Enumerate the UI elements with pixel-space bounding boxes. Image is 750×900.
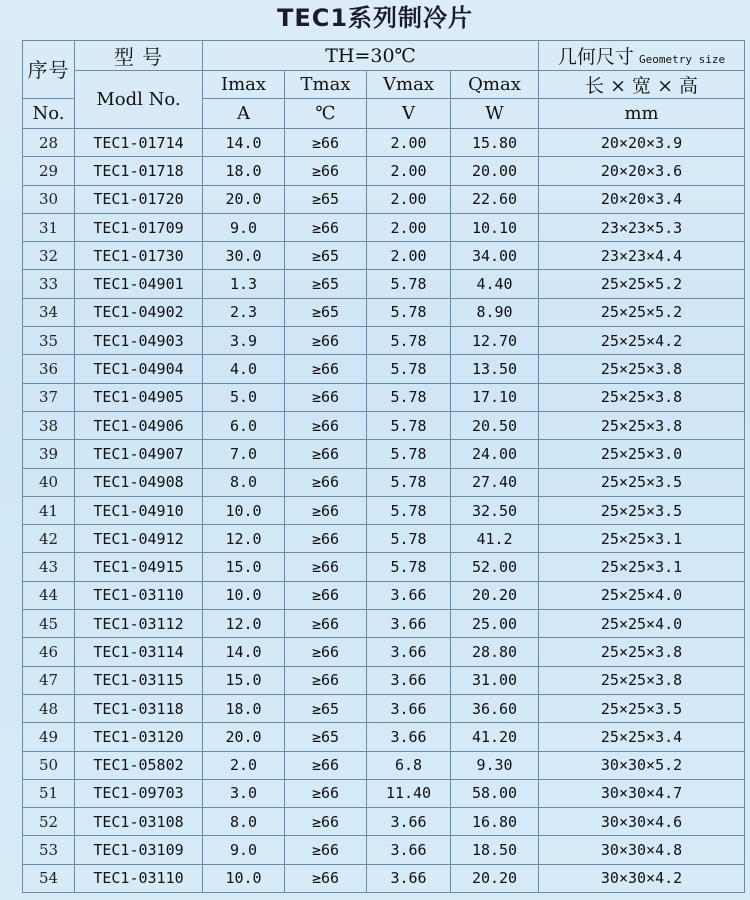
tmax-value: ≥66 (285, 525, 367, 553)
tmax-value: ≥66 (285, 157, 367, 185)
table-row (23, 270, 745, 298)
size-value: 25×25×5.2 (539, 270, 745, 298)
qmax-value: 58.00 (451, 779, 539, 807)
size-value: 25×25×3.8 (539, 666, 745, 694)
row-number: 51 (23, 779, 75, 807)
tmax-value: ≥66 (285, 751, 367, 779)
model-number: TEC1-03120 (75, 723, 203, 751)
size-value: 25×25×4.0 (539, 581, 745, 609)
qmax-value: 15.80 (451, 129, 539, 157)
vmax-value: 3.66 (367, 723, 451, 751)
model-number: TEC1-05802 (75, 751, 203, 779)
size-value: 23×23×4.4 (539, 242, 745, 270)
model-number: TEC1-04906 (75, 411, 203, 439)
qmax-value: 10.10 (451, 213, 539, 241)
table-row (23, 129, 745, 157)
size-value: 30×30×4.6 (539, 808, 745, 836)
tmax-value: ≥66 (285, 213, 367, 241)
imax-value: 10.0 (203, 496, 285, 524)
header-index-zh: 序号 (23, 41, 75, 99)
tmax-value: ≥65 (285, 185, 367, 213)
imax-value: 1.3 (203, 270, 285, 298)
size-value: 25×25×3.4 (539, 723, 745, 751)
table-row (23, 553, 745, 581)
header-geometry-en: Geometry size (639, 53, 726, 66)
tmax-value: ≥66 (285, 355, 367, 383)
model-number: TEC1-04901 (75, 270, 203, 298)
size-value: 30×30×4.2 (539, 864, 745, 892)
row-number: 48 (23, 694, 75, 722)
tmax-value: ≥66 (285, 553, 367, 581)
table-row (23, 666, 745, 694)
row-number: 54 (23, 864, 75, 892)
imax-value: 4.0 (203, 355, 285, 383)
model-number: TEC1-04902 (75, 298, 203, 326)
tmax-value: ≥66 (285, 638, 367, 666)
table-row (23, 779, 745, 807)
table-row (23, 610, 745, 638)
size-value: 25×25×3.8 (539, 355, 745, 383)
header-tmax-unit: ℃ (285, 99, 367, 129)
size-value: 25×25×3.5 (539, 694, 745, 722)
vmax-value: 5.78 (367, 440, 451, 468)
vmax-value: 11.40 (367, 779, 451, 807)
table-row (23, 581, 745, 609)
qmax-value: 28.80 (451, 638, 539, 666)
header-geometry-zh: 几何尺寸 (557, 46, 634, 68)
row-number: 45 (23, 610, 75, 638)
imax-value: 7.0 (203, 440, 285, 468)
vmax-value: 5.78 (367, 468, 451, 496)
header-dims-zh: 长 × 宽 × 高 (539, 71, 745, 99)
row-number: 39 (23, 440, 75, 468)
row-number: 49 (23, 723, 75, 751)
row-number: 53 (23, 836, 75, 864)
tmax-value: ≥66 (285, 864, 367, 892)
model-number: TEC1-09703 (75, 779, 203, 807)
model-number: TEC1-01730 (75, 242, 203, 270)
qmax-value: 20.50 (451, 411, 539, 439)
vmax-value: 5.78 (367, 525, 451, 553)
tmax-value: ≥66 (285, 836, 367, 864)
tmax-value: ≥66 (285, 440, 367, 468)
row-number: 29 (23, 157, 75, 185)
imax-value: 12.0 (203, 525, 285, 553)
row-number: 41 (23, 496, 75, 524)
size-value: 25×25×3.8 (539, 411, 745, 439)
model-number: TEC1-04910 (75, 496, 203, 524)
row-number: 28 (23, 129, 75, 157)
page-title: TEC1系列制冷片 (276, 4, 474, 32)
table-row (23, 751, 745, 779)
model-number: TEC1-03112 (75, 610, 203, 638)
size-value: 20×20×3.4 (539, 185, 745, 213)
model-number: TEC1-04915 (75, 553, 203, 581)
vmax-value: 2.00 (367, 242, 451, 270)
header-vmax-unit: V (367, 99, 451, 129)
row-number: 34 (23, 298, 75, 326)
size-value: 30×30×4.7 (539, 779, 745, 807)
row-number: 44 (23, 581, 75, 609)
header-imax: Imax (203, 71, 285, 99)
model-number: TEC1-04905 (75, 383, 203, 411)
size-value: 25×25×3.0 (539, 440, 745, 468)
tmax-value: ≥65 (285, 242, 367, 270)
imax-value: 3.9 (203, 327, 285, 355)
vmax-value: 3.66 (367, 808, 451, 836)
table-row (23, 723, 745, 751)
model-number: TEC1-03109 (75, 836, 203, 864)
tmax-value: ≥66 (285, 610, 367, 638)
header-vmax: Vmax (367, 71, 451, 99)
tmax-value: ≥66 (285, 468, 367, 496)
table-row (23, 298, 745, 326)
header-qmax-unit: W (451, 99, 539, 129)
header-model-en: Modl No. (75, 71, 203, 129)
size-value: 25×25×3.1 (539, 525, 745, 553)
qmax-value: 17.10 (451, 383, 539, 411)
row-number: 30 (23, 185, 75, 213)
row-number: 52 (23, 808, 75, 836)
header-dims-unit: mm (539, 99, 745, 129)
tmax-value: ≥66 (285, 666, 367, 694)
row-number: 38 (23, 411, 75, 439)
model-number: TEC1-04908 (75, 468, 203, 496)
imax-value: 10.0 (203, 864, 285, 892)
header-geometry (539, 41, 745, 71)
table-row (23, 355, 745, 383)
vmax-value: 5.78 (367, 270, 451, 298)
model-number: TEC1-04904 (75, 355, 203, 383)
row-number: 35 (23, 327, 75, 355)
imax-value: 15.0 (203, 666, 285, 694)
header-index-en: No. (23, 99, 75, 129)
qmax-value: 16.80 (451, 808, 539, 836)
qmax-value: 24.00 (451, 440, 539, 468)
row-number: 47 (23, 666, 75, 694)
vmax-value: 5.78 (367, 298, 451, 326)
table-row (23, 525, 745, 553)
size-value: 25×25×5.2 (539, 298, 745, 326)
vmax-value: 6.8 (367, 751, 451, 779)
imax-value: 2.3 (203, 298, 285, 326)
spec-table (22, 40, 745, 893)
qmax-value: 13.50 (451, 355, 539, 383)
size-value: 25×25×3.5 (539, 496, 745, 524)
qmax-value: 18.50 (451, 836, 539, 864)
imax-value: 9.0 (203, 836, 285, 864)
model-number: TEC1-03118 (75, 694, 203, 722)
qmax-value: 22.60 (451, 185, 539, 213)
vmax-value: 5.78 (367, 496, 451, 524)
header-qmax: Qmax (451, 71, 539, 99)
tmax-value: ≥66 (285, 779, 367, 807)
qmax-value: 31.00 (451, 666, 539, 694)
imax-value: 10.0 (203, 581, 285, 609)
qmax-value: 52.00 (451, 553, 539, 581)
model-number: TEC1-03110 (75, 581, 203, 609)
table-row (23, 213, 745, 241)
row-number: 33 (23, 270, 75, 298)
vmax-value: 2.00 (367, 185, 451, 213)
tmax-value: ≥66 (285, 411, 367, 439)
tmax-value: ≥65 (285, 298, 367, 326)
header-tmax: Tmax (285, 71, 367, 99)
table-header (23, 41, 745, 129)
size-value: 23×23×5.3 (539, 213, 745, 241)
size-value: 25×25×4.0 (539, 610, 745, 638)
tmax-value: ≥65 (285, 723, 367, 751)
qmax-value: 27.40 (451, 468, 539, 496)
vmax-value: 3.66 (367, 638, 451, 666)
size-value: 30×30×4.8 (539, 836, 745, 864)
imax-value: 14.0 (203, 129, 285, 157)
model-number: TEC1-01714 (75, 129, 203, 157)
imax-value: 5.0 (203, 383, 285, 411)
model-number: TEC1-03110 (75, 864, 203, 892)
table-row (23, 468, 745, 496)
vmax-value: 3.66 (367, 694, 451, 722)
row-number: 50 (23, 751, 75, 779)
imax-value: 20.0 (203, 185, 285, 213)
tmax-value: ≥66 (285, 581, 367, 609)
qmax-value: 12.70 (451, 327, 539, 355)
qmax-value: 4.40 (451, 270, 539, 298)
vmax-value: 5.78 (367, 327, 451, 355)
table-row (23, 185, 745, 213)
imax-value: 2.0 (203, 751, 285, 779)
size-value: 25×25×3.8 (539, 383, 745, 411)
table-row (23, 694, 745, 722)
header-imax-unit: A (203, 99, 285, 129)
size-value: 25×25×3.8 (539, 638, 745, 666)
size-value: 20×20×3.6 (539, 157, 745, 185)
imax-value: 20.0 (203, 723, 285, 751)
tmax-value: ≥66 (285, 327, 367, 355)
tmax-value: ≥66 (285, 383, 367, 411)
size-value: 20×20×3.9 (539, 129, 745, 157)
row-number: 31 (23, 213, 75, 241)
qmax-value: 34.00 (451, 242, 539, 270)
vmax-value: 3.66 (367, 864, 451, 892)
row-number: 40 (23, 468, 75, 496)
table-row (23, 638, 745, 666)
table-row (23, 327, 745, 355)
tmax-value: ≥66 (285, 808, 367, 836)
table-row (23, 242, 745, 270)
qmax-value: 20.20 (451, 581, 539, 609)
vmax-value: 5.78 (367, 355, 451, 383)
row-number: 46 (23, 638, 75, 666)
imax-value: 12.0 (203, 610, 285, 638)
vmax-value: 2.00 (367, 129, 451, 157)
vmax-value: 3.66 (367, 610, 451, 638)
qmax-value: 32.50 (451, 496, 539, 524)
vmax-value: 5.78 (367, 411, 451, 439)
model-number: TEC1-01718 (75, 157, 203, 185)
table-row (23, 411, 745, 439)
model-number: TEC1-03114 (75, 638, 203, 666)
table-row (23, 157, 745, 185)
imax-value: 9.0 (203, 213, 285, 241)
qmax-value: 20.20 (451, 864, 539, 892)
imax-value: 3.0 (203, 779, 285, 807)
vmax-value: 3.66 (367, 581, 451, 609)
qmax-value: 8.90 (451, 298, 539, 326)
imax-value: 14.0 (203, 638, 285, 666)
table-row (23, 440, 745, 468)
vmax-value: 3.66 (367, 666, 451, 694)
model-number: TEC1-03108 (75, 808, 203, 836)
imax-value: 18.0 (203, 694, 285, 722)
qmax-value: 36.60 (451, 694, 539, 722)
row-number: 42 (23, 525, 75, 553)
imax-value: 18.0 (203, 157, 285, 185)
model-number: TEC1-04907 (75, 440, 203, 468)
imax-value: 15.0 (203, 553, 285, 581)
size-value: 25×25×3.5 (539, 468, 745, 496)
row-number: 43 (23, 553, 75, 581)
table-row (23, 496, 745, 524)
row-number: 37 (23, 383, 75, 411)
tmax-value: ≥66 (285, 129, 367, 157)
vmax-value: 2.00 (367, 157, 451, 185)
qmax-value: 41.2 (451, 525, 539, 553)
qmax-value: 41.20 (451, 723, 539, 751)
table-row (23, 836, 745, 864)
row-number: 32 (23, 242, 75, 270)
model-number: TEC1-03115 (75, 666, 203, 694)
model-number: TEC1-01709 (75, 213, 203, 241)
header-condition: TH=30℃ (203, 41, 539, 71)
size-value: 25×25×3.1 (539, 553, 745, 581)
table-row (23, 808, 745, 836)
tmax-value: ≥65 (285, 694, 367, 722)
qmax-value: 20.00 (451, 157, 539, 185)
row-number: 36 (23, 355, 75, 383)
table-body (23, 129, 745, 893)
vmax-value: 3.66 (367, 836, 451, 864)
vmax-value: 5.78 (367, 553, 451, 581)
qmax-value: 9.30 (451, 751, 539, 779)
qmax-value: 25.00 (451, 610, 539, 638)
vmax-value: 2.00 (367, 213, 451, 241)
size-value: 30×30×5.2 (539, 751, 745, 779)
imax-value: 30.0 (203, 242, 285, 270)
model-number: TEC1-01720 (75, 185, 203, 213)
table-row (23, 383, 745, 411)
header-model-zh: 型 号 (75, 41, 203, 71)
table-row (23, 864, 745, 892)
imax-value: 8.0 (203, 808, 285, 836)
model-number: TEC1-04912 (75, 525, 203, 553)
imax-value: 6.0 (203, 411, 285, 439)
tmax-value: ≥66 (285, 496, 367, 524)
vmax-value: 5.78 (367, 383, 451, 411)
model-number: TEC1-04903 (75, 327, 203, 355)
imax-value: 8.0 (203, 468, 285, 496)
tmax-value: ≥65 (285, 270, 367, 298)
size-value: 25×25×4.2 (539, 327, 745, 355)
